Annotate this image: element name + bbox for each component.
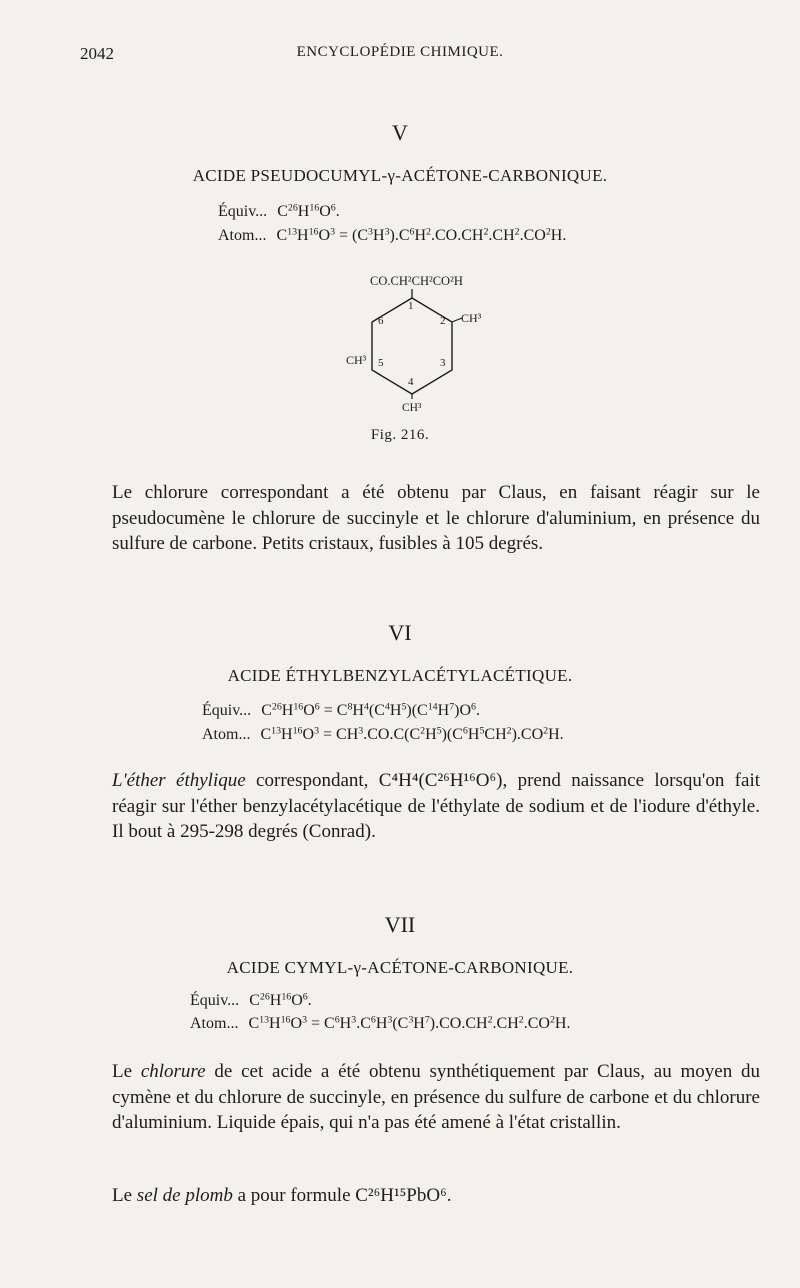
formula-equiv-vi [202,702,480,720]
section-title-vi: ACIDE ÉTHYLBENZYLACÉTYLACÉTIQUE. [227,666,573,685]
equiv-formula: $C^{26}H^{16}O^6$. [249,991,312,1009]
benzene-ring-diagram [340,268,490,413]
equiv-formula: $C^{26}H^{16}O^6 = C^8H^4(C^4H^5)(C^{14}H^7)O^6$. [261,701,480,719]
paragraph-vii-1 [112,1059,760,1136]
atom-formula: $C^{13}H^{16}O^3 = CH^3.CO.C(C^2H^5)(C^6H^5CH^2).CO^2H$. [260,725,564,743]
section-title-v: ACIDE PSEUDOCUMYL-γ-ACÉTONE-CARBONIQUE. [192,166,608,185]
paragraph-text: de cet acide a été obtenu synthétiquement par Claus, au moyen du cymène et du chlorure de succinyle, en présence du sulfure de carbone et du chlorure d'aluminium. Liquide épais, qui n'a pas été amené à l'état cristallin. [112,1061,760,1133]
equiv-label: Équiv... [202,702,252,719]
ring-position-1: 1 [408,300,414,312]
ring-position-6: 6 [378,315,384,327]
ring-position-3: 3 [440,357,446,369]
atom-label: Atom... [202,726,251,743]
figure-caption: Fig. 216. [370,427,430,443]
section-title-vii: ACIDE CYMYL-γ-ACÉTONE-CARBONIQUE. [226,958,574,977]
ring-position-5: 5 [378,357,384,369]
formula-atom-vii [190,1015,570,1033]
paragraph-text: correspondant, C⁴H⁴(C²⁶H¹⁶O⁶), prend naissance lorsqu'on fait réagir sur l'éther benzylacétylacétique de l'éthylate de sodium et de l'iodure d'éthyle. Il bout à 295-298 degrés (Conrad). [112,770,761,842]
equiv-formula: $C^{26}H^{16}O^6$. [277,202,340,220]
italic-term: L'éther éthylique [112,770,246,791]
atom-formula: $C^{13}H^{16}O^3 = C^6H^3.C^6H^3(C^3H^7).CO.CH^2.CH^2.CO^2H$. [248,1014,571,1032]
ring-left-substituent: CH³ [346,353,367,367]
atom-label: Atom... [218,227,267,244]
paragraph-text: a pour formule C²⁶H¹⁵PbO⁶. [232,1185,452,1206]
equiv-label: Équiv... [190,992,240,1009]
ring-position-2: 2 [440,315,446,327]
formula-atom-v [218,227,566,245]
ring-top-substituent: CO.CH²CH²CO²H [370,274,463,288]
italic-term: sel de plomb [136,1185,233,1206]
italic-term: chlorure [140,1061,206,1082]
page-number: 2042 [80,44,114,63]
atom-label: Atom... [190,1015,239,1032]
paragraph-v: Le chlorure correspondant a été obtenu par Claus, en faisant réagir sur le pseudocumène le chlorure de succinyle et le chlorure d'aluminium, en présence du sulfure de carbone. Petits cristaux, fusibles à 105 degrés. [112,482,760,554]
paragraph-vi [112,768,760,845]
equiv-label: Équiv... [218,203,268,220]
formula-equiv-vii [190,992,312,1010]
section-numeral-vi: VI [388,620,412,645]
section-numeral-vii: VII [384,912,416,937]
formula-atom-vi [202,726,564,744]
ring-right-substituent: CH³ [461,311,482,325]
running-title: ENCYCLOPÉDIE CHIMIQUE. [296,44,504,60]
paragraph-vii-2 [112,1183,760,1209]
ring-bottom-substituent: CH³ [402,402,422,413]
atom-formula: $C^{13}H^{16}O^3 = (C^3H^3).C^6H^2.CO.CH^2.CH^2.CO^2H$. [276,226,567,244]
paragraph-text-start: Le [112,1061,141,1082]
paragraph-text-start: Le [112,1185,137,1206]
section-numeral-v: V [392,120,408,145]
ring-position-4: 4 [408,376,414,388]
formula-equiv-v [218,203,340,221]
